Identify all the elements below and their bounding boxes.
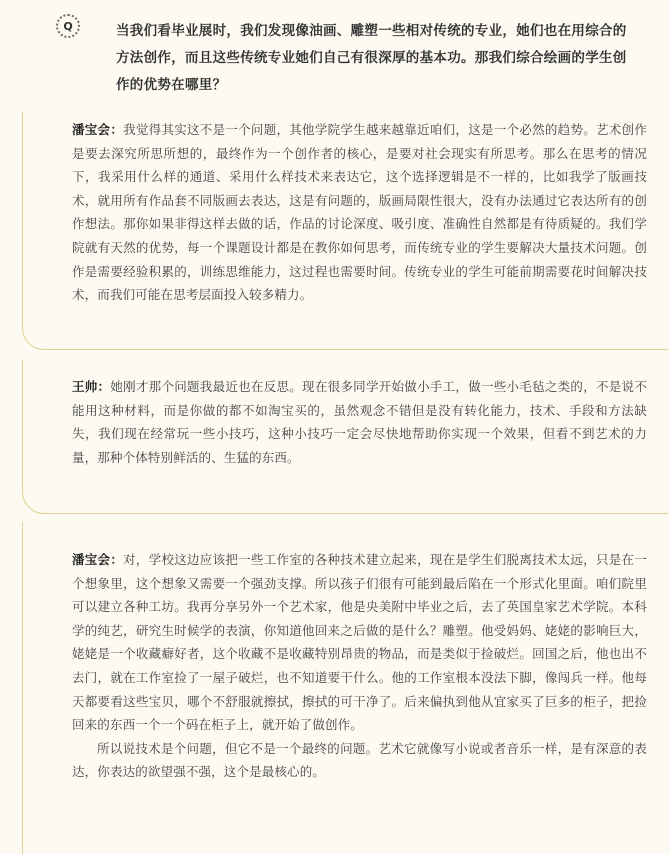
answer-text: 对，学校这边应该把一些工作室的各种技术建立起来，现在是学生们脱离技术太远，只是在一个想象里，这个想象又需要一个强劲支撑。所以孩子们很有可能到最后陷在一个形式化里面。咱们院里可以建立各种工坊。我再分享另外一个艺术家，他是央美附中毕业之后，去了英国皇家艺术学院。本科学的纯艺，研究生时候学的表演，你知道他回来之后做的是什么？雕塑。他受妈妈、姥姥的影响巨大，姥姥是一个收藏癖好者，这个收藏不是收藏特别昂贵的物品，而是类似于捡破烂。回国之后，他也出不去门，就在工作室捡了一屋子破烂，也不知道要干什么。他的工作室根本没法下脚，像闯兵一样。他每天都要看这些宝贝，哪个不舒服就擦拭，擦拭的可干净了。后来偏执到他从宜家买了巨多的柜子，把捡回来的东西一个一个码在柜子上，就开始了做创作。: [72, 552, 647, 733]
question-icon: Q: [56, 14, 80, 38]
speaker-name: 潘宝会：: [72, 122, 124, 137]
question-text: 当我们看毕业展时，我们发现像油画、雕塑一些相对传统的专业，她们也在用综合的方法创作，而且这些传统专业她们自己有很深厚的基本功。那我们综合绘画的学生创作的优势在哪里？: [116, 23, 627, 93]
question-section: [0, 0, 670, 110]
answer-paragraph: [72, 375, 647, 469]
answer-paragraph: [72, 548, 647, 737]
speaker-name: 王帅：: [72, 379, 111, 394]
answer-block-3: [22, 522, 668, 854]
answer-text: 她刚才那个问题我最近也在反思。现在很多同学开始做小手工，做一些小毛毡之类的，不是说不能用这种材料，而是你做的都不如淘宝买的，虽然观念不错但是没有转化能力，技术、手段和方法缺失，我们现在经常玩一些小技巧，这种小技巧一定会尽快地帮助你实现一个效果，但看不到艺术的力量，那种个体特别鲜活的、生猛的东西。: [72, 379, 647, 465]
answer-block-1: [22, 112, 668, 350]
speaker-name: 潘宝会：: [72, 552, 124, 567]
answer-paragraph-2: 所以说技术是个问题，但它不是一个最终的问题。艺术它就像写小说或者音乐一样，是有深意的表达，你表达的欲望强不强，这个是最核心的。: [72, 740, 647, 780]
answer-paragraph: [72, 118, 647, 307]
answer-text: 我觉得其实这不是一个问题，其他学院学生越来越靠近咱们，这是一个必然的趋势。艺术创作是要去深究所思所想的，最终作为一个创作者的核心，是要对社会现实有所思考。那么在思考的情况下，我采用什么样的通道、采用什么样技术来表达它，这个选择逻辑是不一样的，比如我学了版画技术，就用所有作品套不同版画去表达，这是有问题的，版画局限性很大，没有办法通过它表达所有的创作想法。那你如果非得这样去做的话，作品的讨论深度、吸引度、准确性自然都是有待质疑的。我们学院就有天然的优势，每一个课题设计都是在教你如何思考，而传统专业的学生要解决大量技术问题。创作是需要经验积累的，训练思维能力，这过程也需要时间。传统专业的学生可能前期需要花时间解决技术，而我们可能在思考层面投入较多精力。: [72, 122, 647, 303]
answer-block-2: [22, 360, 668, 514]
